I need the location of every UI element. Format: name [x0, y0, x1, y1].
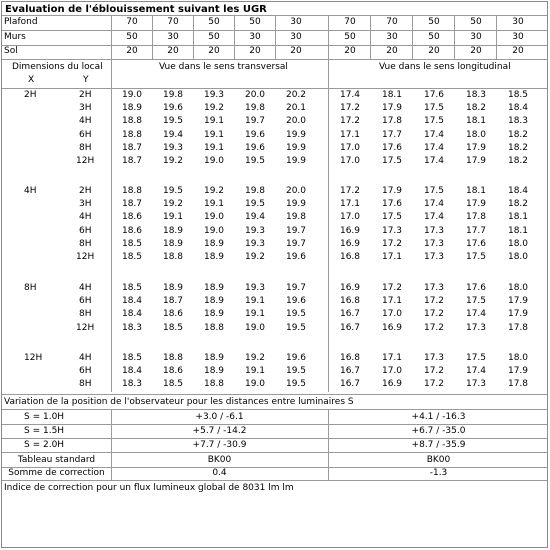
ugr-longitudinal-value: 17.0: [381, 309, 403, 320]
variation-longitudinal: +6.7 / -35.0: [411, 426, 466, 436]
reflectance-value: 20: [386, 46, 398, 56]
ugr-longitudinal-value: 17.2: [381, 283, 403, 293]
ugr-transversal-value: 19.8: [244, 103, 266, 114]
ugr-longitudinal-value: 17.2: [423, 379, 445, 390]
ugr-longitudinal-value: 18.2: [507, 129, 529, 140]
longitudinal-header: Vue dans le sens longitudinal: [379, 62, 511, 72]
ugr-longitudinal-value: 17.6: [381, 142, 403, 153]
ugr-transversal-value: 19.5: [162, 116, 184, 127]
room-dimension-x: 8H: [24, 283, 37, 293]
reflectance-value: 50: [344, 32, 356, 42]
ugr-transversal-value: 18.5: [162, 379, 184, 390]
ugr-longitudinal-value: 18.1: [465, 116, 487, 127]
ugr-longitudinal-value: 18.5: [507, 90, 529, 100]
ugr-longitudinal-value: 17.2: [381, 238, 403, 249]
ugr-longitudinal-value: 17.2: [339, 186, 361, 196]
ugr-longitudinal-value: 18.2: [507, 142, 529, 153]
ugr-transversal-value: 19.8: [285, 212, 307, 223]
ugr-transversal-value: 19.0: [203, 225, 225, 236]
ugr-transversal-value: 18.8: [121, 186, 143, 196]
reflectance-value: 30: [290, 17, 302, 27]
reflectance-value: 50: [470, 17, 482, 27]
transversal-header: Vue dans le sens transversal: [159, 62, 288, 72]
ugr-transversal-value: 19.1: [203, 129, 225, 140]
reflectance-value: 50: [428, 17, 440, 27]
ugr-longitudinal-value: 18.4: [507, 186, 529, 196]
room-dimension-y: 4H: [79, 353, 92, 363]
ugr-longitudinal-value: 17.9: [465, 156, 487, 166]
ugr-transversal-value: 19.7: [285, 283, 307, 293]
room-dimension-y: 3H: [79, 103, 92, 114]
ugr-glare-table: [1, 1, 548, 548]
reflectance-value: 20: [344, 46, 356, 56]
table-title: Evaluation de l'éblouissement suivant les UGR: [5, 4, 267, 15]
ugr-transversal-value: 18.6: [162, 309, 184, 320]
ugr-longitudinal-value: 17.4: [339, 90, 361, 100]
room-dimension-y: 4H: [79, 116, 92, 127]
room-dimension-y: 6H: [79, 296, 92, 307]
variation-transversal: +3.0 / -6.1: [195, 412, 244, 422]
ugr-longitudinal-value: 17.6: [465, 238, 487, 249]
ugr-longitudinal-value: 17.5: [465, 252, 487, 262]
room-dimension-x: 12H: [24, 353, 43, 363]
ugr-transversal-value: 18.9: [162, 225, 184, 236]
ugr-transversal-value: 19.9: [285, 129, 307, 140]
ugr-longitudinal-value: 16.8: [339, 252, 361, 262]
ugr-longitudinal-value: 18.3: [507, 116, 529, 127]
ugr-longitudinal-value: 16.8: [339, 296, 361, 307]
ugr-transversal-value: 19.7: [285, 238, 307, 249]
reflectance-value: 20: [428, 46, 440, 56]
column-divider: [152, 15, 153, 59]
ugr-longitudinal-value: 17.6: [465, 283, 487, 293]
ugr-transversal-value: 19.1: [203, 199, 225, 210]
ugr-transversal-value: 19.3: [244, 283, 266, 293]
column-divider: [328, 59, 329, 392]
ugr-transversal-value: 19.6: [162, 103, 184, 114]
variation-header: Variation de la position de l'observateur pour les distances entre luminaires S: [4, 397, 354, 407]
ugr-transversal-value: 19.0: [121, 90, 143, 100]
room-dimension-y: 6H: [79, 129, 92, 140]
row-divider: [2, 409, 548, 410]
ugr-transversal-value: 18.5: [121, 283, 143, 293]
ugr-transversal-value: 18.8: [121, 116, 143, 127]
ugr-transversal-value: 18.9: [203, 309, 225, 320]
ugr-longitudinal-value: 16.7: [339, 309, 361, 320]
room-dimension-y: 4H: [79, 212, 92, 223]
ugr-longitudinal-value: 16.9: [381, 322, 403, 333]
ugr-longitudinal-value: 18.0: [507, 238, 529, 249]
room-dimension-y: 2H: [79, 90, 92, 100]
ugr-longitudinal-value: 17.8: [507, 379, 529, 390]
ugr-longitudinal-value: 17.5: [423, 103, 445, 114]
ugr-transversal-value: 18.8: [203, 322, 225, 333]
ugr-longitudinal-value: 16.8: [339, 353, 361, 363]
ugr-transversal-value: 19.3: [162, 142, 184, 153]
ugr-longitudinal-value: 18.1: [465, 186, 487, 196]
reflectance-value: 20: [470, 46, 482, 56]
variation-longitudinal: +4.1 / -16.3: [411, 412, 466, 422]
ugr-transversal-value: 19.5: [285, 366, 307, 377]
ugr-longitudinal-value: 17.8: [381, 116, 403, 127]
ugr-longitudinal-value: 18.0: [507, 252, 529, 262]
ugr-transversal-value: 19.4: [244, 212, 266, 223]
ugr-transversal-value: 19.9: [285, 199, 307, 210]
ugr-transversal-value: 18.9: [203, 296, 225, 307]
ugr-longitudinal-value: 17.2: [423, 296, 445, 307]
ugr-transversal-value: 19.6: [285, 296, 307, 307]
ugr-transversal-value: 19.1: [162, 212, 184, 223]
room-dimension-y: 6H: [79, 366, 92, 377]
ugr-longitudinal-value: 16.9: [381, 379, 403, 390]
ugr-longitudinal-value: 18.1: [507, 212, 529, 223]
ugr-longitudinal-value: 17.4: [423, 212, 445, 223]
ugr-longitudinal-value: 17.9: [507, 309, 529, 320]
ugr-transversal-value: 18.9: [203, 366, 225, 377]
row-divider: [2, 480, 548, 481]
footer-note: Indice de correction pour un flux lumineux global de 8031 lm lm: [4, 483, 294, 493]
reflectance-value: 30: [470, 32, 482, 42]
standard-table-longitudinal: BK00: [426, 455, 451, 465]
ugr-longitudinal-value: 18.3: [465, 90, 487, 100]
ugr-transversal-value: 18.8: [162, 353, 184, 363]
ugr-longitudinal-value: 18.0: [507, 353, 529, 363]
ugr-longitudinal-value: 17.3: [423, 283, 445, 293]
ugr-longitudinal-value: 18.4: [507, 103, 529, 114]
ugr-transversal-value: 19.2: [162, 156, 184, 166]
standard-table-label: Tableau standard: [17, 455, 96, 465]
ugr-transversal-value: 18.7: [121, 142, 143, 153]
ugr-longitudinal-value: 17.8: [507, 322, 529, 333]
variation-label: S = 1.5H: [24, 426, 65, 436]
ugr-transversal-value: 18.6: [162, 366, 184, 377]
ugr-transversal-value: 19.9: [285, 156, 307, 166]
room-dimension-y: 8H: [79, 238, 92, 249]
ugr-longitudinal-value: 17.5: [423, 186, 445, 196]
variation-transversal: +5.7 / -14.2: [192, 426, 247, 436]
room-dimension-y: 12H: [76, 322, 95, 333]
reflectance-value: 50: [208, 32, 220, 42]
ugr-longitudinal-value: 18.1: [381, 90, 403, 100]
reflectance-value: 20: [167, 46, 179, 56]
ugr-longitudinal-value: 17.2: [423, 322, 445, 333]
ugr-longitudinal-value: 18.2: [507, 199, 529, 210]
ugr-longitudinal-value: 17.2: [423, 366, 445, 377]
room-dimension-y: 12H: [76, 252, 95, 262]
row-divider: [2, 452, 548, 453]
room-dimension-y: 8H: [79, 309, 92, 320]
ugr-transversal-value: 19.0: [203, 156, 225, 166]
ugr-transversal-value: 18.8: [203, 379, 225, 390]
ugr-transversal-value: 19.6: [244, 129, 266, 140]
ugr-transversal-value: 18.7: [162, 296, 184, 307]
variation-label: S = 2.0H: [24, 440, 65, 450]
ugr-transversal-value: 18.8: [121, 129, 143, 140]
reflectance-label: Sol: [4, 46, 18, 56]
ugr-longitudinal-value: 18.2: [507, 156, 529, 166]
reflectance-value: 20: [290, 46, 302, 56]
room-dimension-y: 4H: [79, 283, 92, 293]
ugr-longitudinal-value: 16.7: [339, 322, 361, 333]
ugr-transversal-value: 19.2: [203, 186, 225, 196]
ugr-transversal-value: 19.7: [244, 116, 266, 127]
ugr-transversal-value: 19.8: [244, 186, 266, 196]
column-divider: [111, 15, 112, 59]
correction-transversal: 0.4: [212, 468, 227, 478]
ugr-transversal-value: 18.4: [121, 309, 143, 320]
ugr-longitudinal-value: 17.5: [465, 353, 487, 363]
ugr-longitudinal-value: 17.1: [381, 296, 403, 307]
ugr-transversal-value: 18.7: [121, 199, 143, 210]
reflectance-value: 20: [512, 46, 524, 56]
ugr-transversal-value: 18.5: [121, 238, 143, 249]
room-dimension-y: 3H: [79, 199, 92, 210]
ugr-longitudinal-value: 17.1: [339, 199, 361, 210]
ugr-transversal-value: 19.1: [244, 309, 266, 320]
ugr-longitudinal-value: 18.0: [507, 283, 529, 293]
ugr-longitudinal-value: 17.3: [465, 379, 487, 390]
ugr-transversal-value: 20.1: [285, 103, 307, 114]
reflectance-value: 30: [249, 32, 261, 42]
ugr-longitudinal-value: 17.3: [423, 252, 445, 262]
ugr-transversal-value: 20.2: [285, 90, 307, 100]
ugr-longitudinal-value: 17.9: [465, 142, 487, 153]
ugr-longitudinal-value: 17.9: [507, 296, 529, 307]
y-axis-label: Y: [83, 75, 89, 85]
ugr-transversal-value: 19.5: [162, 186, 184, 196]
ugr-longitudinal-value: 17.3: [423, 225, 445, 236]
row-divider: [2, 59, 548, 60]
correction-label: Somme de correction: [8, 468, 105, 478]
ugr-transversal-value: 19.4: [162, 129, 184, 140]
room-dimension-x: 2H: [24, 90, 37, 100]
ugr-transversal-value: 18.6: [121, 212, 143, 223]
reflectance-value: 50: [208, 17, 220, 27]
ugr-longitudinal-value: 17.1: [381, 353, 403, 363]
ugr-longitudinal-value: 17.5: [381, 212, 403, 223]
ugr-longitudinal-value: 17.1: [339, 129, 361, 140]
ugr-longitudinal-value: 17.5: [423, 116, 445, 127]
ugr-longitudinal-value: 16.9: [339, 225, 361, 236]
room-dimension-y: 8H: [79, 379, 92, 390]
ugr-longitudinal-value: 18.0: [465, 129, 487, 140]
room-dimension-y: 6H: [79, 225, 92, 236]
x-axis-label: X: [28, 75, 35, 85]
ugr-longitudinal-value: 18.1: [507, 225, 529, 236]
reflectance-value: 70: [126, 17, 138, 27]
ugr-transversal-value: 18.9: [203, 252, 225, 262]
room-dimension-y: 12H: [76, 156, 95, 166]
reflectance-label: Murs: [4, 32, 26, 42]
reflectance-value: 70: [344, 17, 356, 27]
ugr-transversal-value: 19.5: [244, 199, 266, 210]
ugr-transversal-value: 19.5: [285, 379, 307, 390]
ugr-longitudinal-value: 17.3: [465, 322, 487, 333]
ugr-transversal-value: 19.2: [244, 353, 266, 363]
reflectance-value: 50: [126, 32, 138, 42]
ugr-transversal-value: 19.9: [285, 142, 307, 153]
ugr-transversal-value: 19.6: [244, 142, 266, 153]
ugr-transversal-value: 18.7: [121, 156, 143, 166]
ugr-transversal-value: 20.0: [244, 90, 266, 100]
reflectance-value: 50: [249, 17, 261, 27]
ugr-transversal-value: 19.0: [244, 379, 266, 390]
ugr-transversal-value: 18.9: [203, 283, 225, 293]
dimensions-header: Dimensions du local: [12, 62, 103, 72]
ugr-transversal-value: 18.8: [162, 252, 184, 262]
ugr-longitudinal-value: 17.9: [381, 186, 403, 196]
ugr-longitudinal-value: 17.7: [465, 225, 487, 236]
ugr-longitudinal-value: 17.4: [465, 309, 487, 320]
ugr-longitudinal-value: 17.3: [381, 225, 403, 236]
ugr-longitudinal-value: 17.0: [339, 212, 361, 223]
ugr-transversal-value: 18.4: [121, 366, 143, 377]
ugr-longitudinal-value: 16.7: [339, 366, 361, 377]
column-divider: [454, 15, 455, 59]
column-divider: [193, 15, 194, 59]
ugr-transversal-value: 19.3: [203, 90, 225, 100]
ugr-transversal-value: 19.3: [244, 225, 266, 236]
ugr-transversal-value: 18.5: [121, 353, 143, 363]
ugr-longitudinal-value: 17.4: [423, 156, 445, 166]
ugr-longitudinal-value: 17.6: [423, 90, 445, 100]
reflectance-value: 30: [512, 32, 524, 42]
ugr-transversal-value: 19.1: [203, 142, 225, 153]
ugr-longitudinal-value: 17.9: [507, 366, 529, 377]
ugr-longitudinal-value: 17.4: [423, 142, 445, 153]
ugr-longitudinal-value: 17.0: [339, 156, 361, 166]
room-dimension-x: 4H: [24, 186, 37, 196]
ugr-transversal-value: 18.9: [121, 103, 143, 114]
ugr-longitudinal-value: 17.4: [423, 129, 445, 140]
ugr-longitudinal-value: 17.4: [465, 366, 487, 377]
standard-table-transversal: BK00: [207, 455, 232, 465]
reflectance-value: 70: [386, 17, 398, 27]
ugr-transversal-value: 19.1: [244, 296, 266, 307]
ugr-transversal-value: 18.9: [203, 353, 225, 363]
ugr-longitudinal-value: 17.0: [339, 142, 361, 153]
ugr-transversal-value: 19.0: [203, 212, 225, 223]
ugr-longitudinal-value: 17.5: [381, 156, 403, 166]
ugr-longitudinal-value: 17.9: [381, 103, 403, 114]
ugr-longitudinal-value: 17.0: [381, 366, 403, 377]
correction-longitudinal: -1.3: [429, 468, 448, 478]
variation-longitudinal: +8.7 / -35.9: [411, 440, 466, 450]
column-divider: [234, 15, 235, 59]
variation-label: S = 1.0H: [24, 412, 65, 422]
ugr-transversal-value: 18.9: [203, 238, 225, 249]
ugr-transversal-value: 19.6: [285, 353, 307, 363]
ugr-transversal-value: 20.0: [285, 116, 307, 127]
reflectance-value: 70: [167, 17, 179, 27]
ugr-transversal-value: 19.6: [285, 252, 307, 262]
ugr-longitudinal-value: 17.5: [465, 296, 487, 307]
ugr-longitudinal-value: 18.2: [465, 103, 487, 114]
room-dimension-y: 2H: [79, 186, 92, 196]
row-divider: [2, 394, 548, 395]
ugr-longitudinal-value: 17.1: [381, 252, 403, 262]
column-divider: [412, 15, 413, 59]
ugr-transversal-value: 18.6: [121, 225, 143, 236]
ugr-longitudinal-value: 17.6: [381, 199, 403, 210]
ugr-transversal-value: 19.1: [203, 116, 225, 127]
ugr-transversal-value: 19.7: [285, 225, 307, 236]
ugr-transversal-value: 19.5: [285, 309, 307, 320]
ugr-longitudinal-value: 17.3: [423, 353, 445, 363]
ugr-transversal-value: 19.2: [162, 199, 184, 210]
ugr-transversal-value: 19.8: [162, 90, 184, 100]
column-divider: [328, 15, 329, 59]
reflectance-value: 30: [167, 32, 179, 42]
reflectance-value: 30: [386, 32, 398, 42]
ugr-transversal-value: 18.4: [121, 296, 143, 307]
column-divider: [275, 15, 276, 59]
ugr-transversal-value: 19.2: [244, 252, 266, 262]
reflectance-value: 20: [208, 46, 220, 56]
ugr-longitudinal-value: 16.9: [339, 238, 361, 249]
ugr-longitudinal-value: 17.2: [423, 309, 445, 320]
variation-transversal: +7.7 / -30.9: [192, 440, 247, 450]
ugr-longitudinal-value: 17.2: [339, 116, 361, 127]
ugr-longitudinal-value: 16.9: [339, 283, 361, 293]
reflectance-label: Plafond: [4, 17, 38, 27]
reflectance-value: 20: [249, 46, 261, 56]
reflectance-value: 30: [290, 32, 302, 42]
reflectance-value: 20: [126, 46, 138, 56]
ugr-transversal-value: 18.9: [162, 283, 184, 293]
ugr-longitudinal-value: 17.8: [465, 212, 487, 223]
ugr-longitudinal-value: 17.2: [339, 103, 361, 114]
ugr-transversal-value: 19.1: [244, 366, 266, 377]
ugr-longitudinal-value: 16.7: [339, 379, 361, 390]
column-divider: [496, 15, 497, 59]
ugr-transversal-value: 19.5: [244, 156, 266, 166]
reflectance-value: 30: [512, 17, 524, 27]
ugr-longitudinal-value: 17.3: [423, 238, 445, 249]
ugr-transversal-value: 19.3: [244, 238, 266, 249]
ugr-transversal-value: 18.9: [162, 238, 184, 249]
ugr-transversal-value: 19.0: [244, 322, 266, 333]
ugr-transversal-value: 18.5: [121, 252, 143, 262]
ugr-longitudinal-value: 17.7: [381, 129, 403, 140]
reflectance-value: 50: [428, 32, 440, 42]
ugr-transversal-value: 18.3: [121, 379, 143, 390]
column-divider: [370, 15, 371, 59]
room-dimension-y: 8H: [79, 142, 92, 153]
ugr-transversal-value: 19.5: [285, 322, 307, 333]
ugr-longitudinal-value: 17.4: [423, 199, 445, 210]
ugr-transversal-value: 19.2: [203, 103, 225, 114]
ugr-transversal-value: 18.5: [162, 322, 184, 333]
ugr-transversal-value: 18.3: [121, 322, 143, 333]
ugr-transversal-value: 20.0: [285, 186, 307, 196]
ugr-longitudinal-value: 17.9: [465, 199, 487, 210]
